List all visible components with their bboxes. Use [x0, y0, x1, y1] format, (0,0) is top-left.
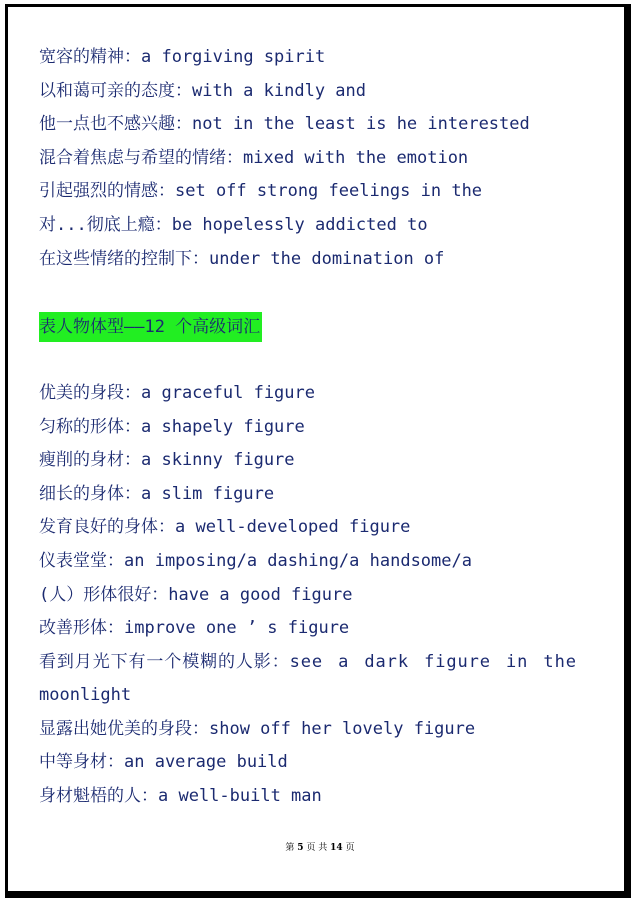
- list-item: 匀称的形体：a shapely figure: [39, 416, 305, 437]
- document-body: [39, 43, 619, 816]
- list-item: 他一点也不感兴趣：not in the least is he interested: [39, 114, 530, 135]
- list-item: 身材魁梧的人：a well-built man: [39, 786, 322, 807]
- list-item: moonlight: [39, 685, 132, 706]
- list-item: 发育良好的身体：a well-developed figure: [39, 517, 411, 538]
- list-item: 显露出她优美的身段：show off her lovely figure: [39, 718, 476, 739]
- list-item: 细长的身体：a slim figure: [39, 483, 275, 504]
- list-item: 引起强烈的情感：set off strong feelings in the: [39, 181, 483, 202]
- list-item: 仪表堂堂：an imposing/a dashing/a handsome/a: [39, 550, 472, 571]
- footer-suffix: 页: [345, 843, 355, 853]
- section-heading-row: [39, 312, 619, 346]
- list-item: 看到月光下有一个模糊的人影：see a dark figure in the: [39, 651, 577, 672]
- list-item: 以和蔼可亲的态度：with a kindly and: [39, 80, 366, 101]
- list-item: 对...彻底上瘾：be hopelessly addicted to: [39, 214, 428, 235]
- list-item: (人）形体很好：have a good figure: [39, 584, 353, 605]
- list-item: 在这些情绪的控制下：under the domination of: [39, 248, 445, 269]
- footer-page-number: 5: [297, 843, 304, 853]
- spacer: [39, 278, 619, 312]
- footer-middle: 页 共: [306, 843, 328, 853]
- page-footer: [0, 840, 640, 853]
- spacer: [39, 345, 619, 379]
- footer-prefix: 第: [285, 843, 295, 853]
- list-item: 优美的身段：a graceful figure: [39, 382, 315, 403]
- section-heading: 表人物体型——12 个高级词汇: [39, 312, 262, 342]
- footer-total-pages: 14: [330, 843, 343, 853]
- list-item: 中等身材：an average build: [39, 752, 288, 773]
- list-item: 宽容的精神：a forgiving spirit: [39, 47, 326, 67]
- list-item: 混合着焦虑与希望的情绪：mixed with the emotion: [39, 147, 469, 168]
- list-item: 瘦削的身材：a skinny figure: [39, 450, 295, 471]
- list-item: 改善形体：improve one ’ s figure: [39, 618, 350, 639]
